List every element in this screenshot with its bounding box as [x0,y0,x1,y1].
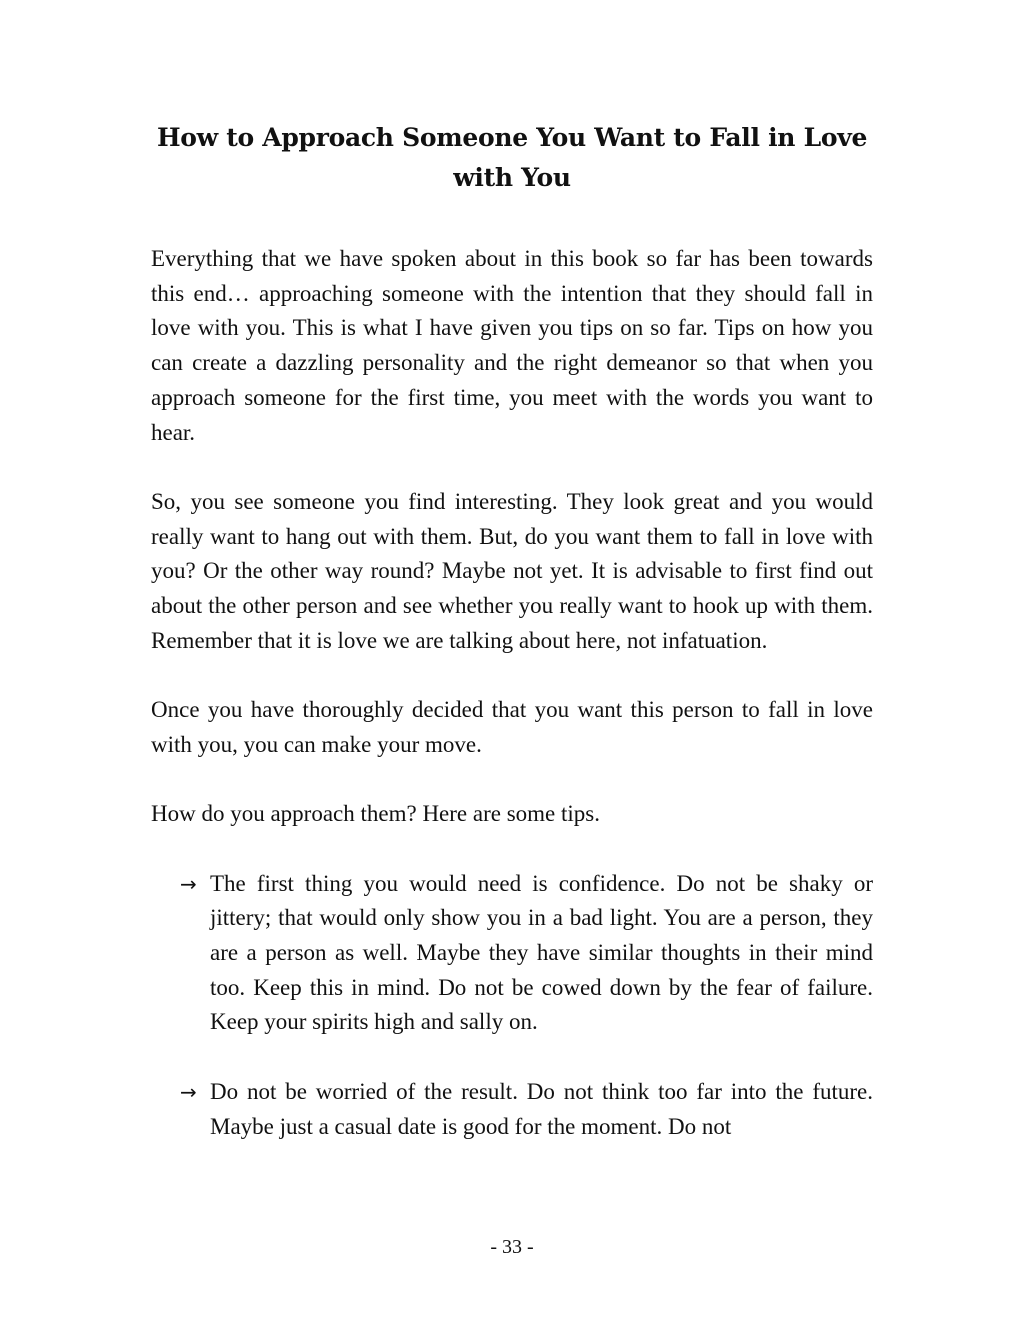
page-title: How to Approach Someone You Want to Fall in Love with You [156,123,868,192]
bullet-item-2 [151,1075,873,1144]
bullet-item-1 [151,867,873,1041]
arrow-right-icon: → [180,1079,197,1104]
arrow-right-icon: → [180,871,197,896]
paragraph-1: Everything that we have spoken about in this book so far has been towards this end… approaching someone with the intention that they should fall in love with you. This is what I have given you tips on so far. Tips on how you can create a dazzling personality and the right demeanor so that when you approach someone for the first time, you meet with the words you want to hear. [151,246,873,445]
paragraph-2: So, you see someone you find interesting. They look great and you would really want to hang out with them. But, do you want them to fall in love with you? Or the other way round? Maybe not yet. It is advisable to first find out about the other person and see whether you really want to hook up with them. Remember that it is love we are talking about here, not infatuation. [151,488,873,653]
page-content [151,118,873,1144]
page-number: - 33 - [490,1236,534,1258]
bullet-text-2: Do not be worried of the result. Do not think too far into the future. Maybe just a casual date is good for the moment. Do not [210,1078,873,1139]
paragraph-4: How do you approach them? Here are some tips. [151,801,600,827]
paragraph-3: Once you have thoroughly decided that you want this person to fall in love with you, you can make your move. [151,697,873,757]
bullet-text-1: The first thing you would need is confidence. Do not be shaky or jittery; that would only show you in a bad light. You are a person, they are a person as well. Maybe they have similar thoughts in their mind too. Keep this in mind. Do not be cowed down by the fear of failure. Keep your spirits high and sally on. [210,870,873,1035]
